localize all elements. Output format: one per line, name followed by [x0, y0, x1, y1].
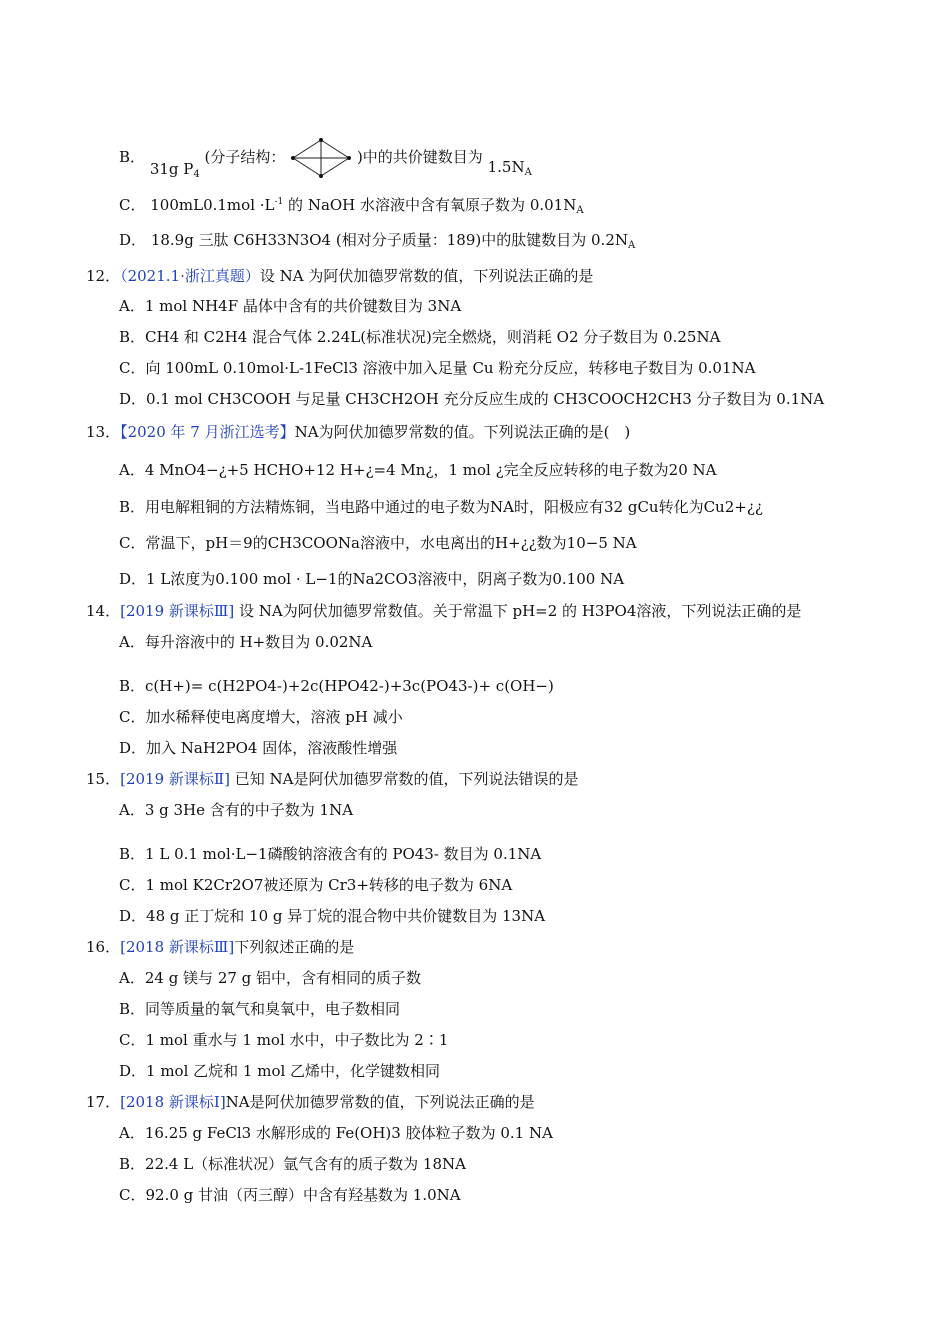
q11-b-mass: 31g $P_4$: [149, 160, 200, 180]
p4-tetrahedron-diagram: [290, 138, 352, 178]
q16-option-c: C．1 mol 重水与 1 mol 水中，中子数比为 2∶1: [119, 1031, 449, 1049]
question-text: NA是阿伏加德罗常数的值，下列说法正确的是: [225, 1093, 535, 1111]
q11-option-b: [119, 138, 532, 178]
question-text: 设 NA为阿伏加德罗常数值。关于常温下 pH=2 的 H3PO4溶液，下列说法正确的是: [239, 602, 802, 620]
q11-c-text-b: 的 NaOH 水溶液中含有氧原子数为: [288, 196, 526, 214]
q13-option-d: D．1 L浓度为0.100 mol · L−1的Na2CO3溶液中，阴离子数为0.100 NA: [119, 570, 625, 588]
question-source: [2018 新课标Ⅲ]: [120, 938, 235, 956]
q13-option-b: B．用电解粗铜的方法精炼铜，当电路中通过的电子数为NA时，阳极应有32 gCu转化为Cu2+¿¿: [119, 498, 763, 516]
q11-option-c: [119, 192, 584, 221]
q15-option-d: D．48 g 正丁烷和 10 g 异丁烷的混合物中共价键数目为 13NA: [119, 907, 546, 925]
q15-option-c: C．1 mol K2Cr2O7被还原为 Cr3+转移的电子数为 6NA: [119, 876, 513, 894]
q15-stem: [86, 769, 578, 789]
question-source: [2019 新课标Ⅱ]: [120, 770, 230, 788]
q14-option-c: C．加水稀释使电离度增大，溶液 pH 减小: [119, 708, 403, 726]
question-source: 【2020 年 7 月浙江选考】: [120, 423, 295, 441]
q12-option-c: C．向 100mL 0.10mol·L-1FeCl3 溶液中加入足量 Cu 粉充分反应，转移电子数目为 0.01NA: [119, 359, 756, 377]
q17-option-a: A．16.25 g FeCl3 水解形成的 Fe(OH)3 胶体粒子数为 0.1 NA: [119, 1124, 553, 1142]
q16-stem: [86, 937, 354, 957]
q11-option-d: [119, 230, 635, 256]
question-source: [2018 新课标Ⅰ]: [120, 1093, 226, 1111]
q11-b-close: )中的共价键数目为: [356, 148, 483, 166]
q13-stem: [86, 422, 630, 442]
q11-c-text-a: $100mL0.1mol \cdot L^{-1}$: [150, 196, 284, 214]
q12-option-b: B．CH4 和 C2H4 混合气体 2.24L(标准状况)完全燃烧，则消耗 O2 分子数目为 0.25NA: [119, 328, 721, 346]
question-number: 15．: [86, 770, 121, 788]
q11-b-label: B．: [119, 148, 146, 166]
q11-d-label: D．: [119, 231, 147, 249]
q16-option-d: D．1 mol 乙烷和 1 mol 乙烯中，化学键数相同: [119, 1062, 441, 1080]
q11-b-open: (分子结构：: [204, 148, 286, 166]
q12-option-a: A．1 mol NH4F 晶体中含有的共价键数目为 3NA: [119, 297, 462, 315]
q16-option-a: A．24 g 镁与 27 g 铝中，含有相同的质子数: [119, 969, 422, 987]
question-number: 12．: [86, 267, 121, 285]
question-text: 已知 NA是阿伏加德罗常数的值，下列说法错误的是: [234, 770, 579, 788]
q14-option-a: A．每升溶液中的 H+数目为 0.02NA: [119, 633, 373, 651]
q17-stem: [86, 1092, 535, 1112]
q11-d-formula: C6H33N3O4: [233, 231, 332, 249]
question-number: 13．: [86, 423, 121, 441]
q15-option-a: A．3 g 3He 含有的中子数为 1NA: [119, 801, 354, 819]
question-number: 14．: [86, 602, 121, 620]
q11-d-text-b: (相对分子质量：189)中的肽键数目为: [335, 231, 587, 249]
question-number: 17．: [86, 1093, 121, 1111]
q14-option-d: D．加入 NaH2PO4 固体，溶液酸性增强: [119, 739, 398, 757]
q11-d-text-a: 三肽: [198, 231, 229, 249]
question-source: [2019 新课标Ⅲ]: [120, 602, 235, 620]
question-source: （2021.1·浙江真题）: [120, 267, 260, 285]
q11-d-mass: 18.9g: [150, 231, 194, 249]
q17-option-b: B．22.4 L（标准状况）氩气含有的质子数为 18NA: [119, 1155, 466, 1173]
q12-stem: [86, 266, 593, 286]
q11-b-value: $1.5N_A$: [487, 158, 532, 178]
q14-stem: [86, 601, 801, 621]
q12-option-d: D．0.1 mol CH3COOH 与足量 CH3CH2OH 充分反应生成的 CH3COOCH2CH3 分子数目为 0.1NA: [119, 390, 825, 408]
q13-option-a: A．4 MnO4−¿+5 HCHO+12 H+¿=4 Mn¿，1 mol ¿完全反应转移的电子数为20 NA: [119, 461, 717, 479]
q16-option-b: B．同等质量的氧气和臭氧中，电子数相同: [119, 1000, 401, 1018]
q11-d-value: $0.2N_A$: [591, 231, 636, 251]
question-text: NA为阿伏加德罗常数的值。下列说法正确的是( ): [294, 423, 631, 441]
question-number: 16．: [86, 938, 121, 956]
q11-c-value: $0.01N_A$: [529, 196, 584, 216]
question-text: 下列叙述正确的是: [234, 938, 355, 956]
question-text: 设 NA 为阿伏加德罗常数的值，下列说法正确的是: [259, 267, 594, 285]
q14-option-b: B．c(H+)= c(H2PO4-)+2c(HPO42-)+3c(PO43-)+ c(OH−): [119, 677, 554, 695]
q11-c-label: C．: [119, 196, 146, 214]
q13-option-c: C．常温下，pH＝9的CH3COONa溶液中，水电离出的H+¿¿数为10−5 NA: [119, 534, 637, 552]
q17-option-c: C．92.0 g 甘油（丙三醇）中含有羟基数为 1.0NA: [119, 1186, 461, 1204]
q15-option-b: B．1 L 0.1 mol·L−1磷酸钠溶液含有的 PO43- 数目为 0.1NA: [119, 845, 542, 863]
